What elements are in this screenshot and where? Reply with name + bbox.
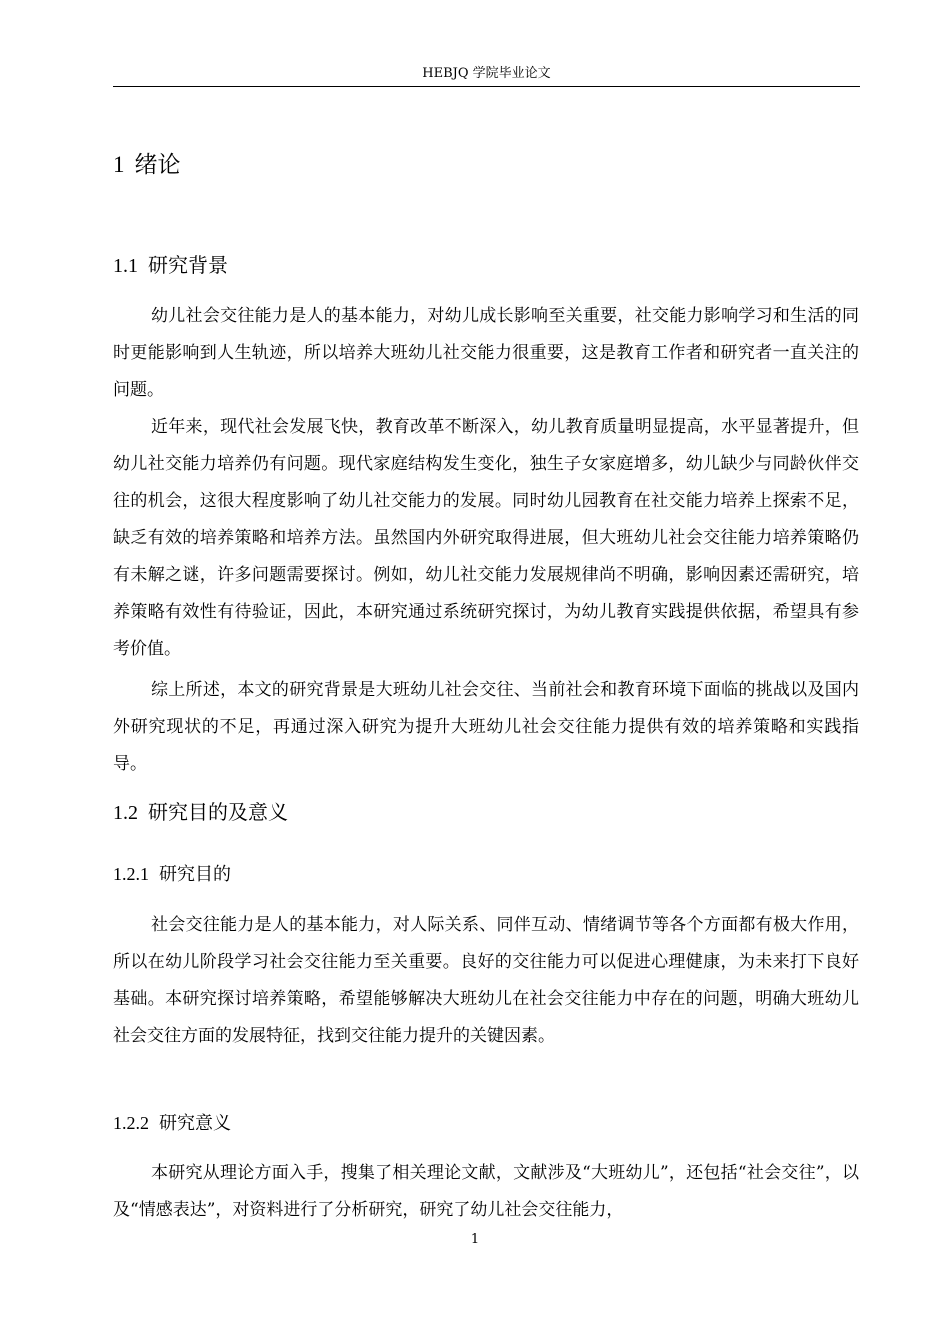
subsection-title: 研究意义 (159, 1113, 231, 1134)
paragraph: 综上所述，本文的研究背景是大班幼儿社会交往、当前社会和教育环境下面临的挑战以及国内外研究现状的不足，再通过深入研究为提升大班幼儿社会交往能力提供有效的培养策略和实践指导。 (113, 680, 859, 774)
paragraph: 幼儿社会交往能力是人的基本能力，对幼儿成长影响至关重要，社交能力影响学习和生活的同时更能影响到人生轨迹，所以培养大班幼儿社交能力很重要，这是教育工作者和研究者一直关注的问题。 (113, 306, 859, 400)
section-title: 研究目的及意义 (148, 800, 288, 824)
section-heading-1-1 (113, 251, 228, 280)
section-number: 1.2 (113, 802, 138, 824)
chapter-heading (113, 149, 181, 181)
subsection-number: 1.2.2 (113, 1113, 149, 1133)
paragraph: 近年来，现代社会发展飞快，教育改革不断深入，幼儿教育质量明显提高，水平显著提升，但幼儿社交能力培养仍有问题。现代家庭结构发生变化，独生子女家庭增多，幼儿缺少与同龄伙伴交往的机会，这很大程度影响了幼儿社交能力的发展。同时幼儿园教育在社交能力培养上探索不足，缺乏有效的培养策略和培养方法。虽然国内外研究取得进展，但大班幼儿社会交往能力培养策略仍有未解之谜，许多问题需要探讨。例如，幼儿社交能力发展规律尚不明确，影响因素还需研究，培养策略有效性有待验证，因此，本研究通过系统研究探讨，为幼儿教育实践提供依据，希望具有参考价值。 (113, 417, 859, 659)
section-number: 1.1 (113, 255, 138, 277)
page-header: HEBJQ 学院毕业论文 (422, 66, 551, 81)
subsection-title: 研究目的 (159, 864, 231, 885)
header-rule (113, 86, 860, 87)
subsection-number: 1.2.1 (113, 864, 149, 884)
subsection-heading-1-2-1 (113, 861, 231, 888)
chapter-number: 1 (113, 152, 125, 177)
chapter-title: 绪论 (134, 152, 181, 178)
section-title: 研究背景 (148, 253, 228, 277)
page-number: 1 (470, 1232, 480, 1247)
paragraph: 本研究从理论方面入手，搜集了相关理论文献，文献涉及“大班幼儿”，还包括“社会交往”，以及“情感表达”，对资料进行了分析研究，研究了幼儿社会交往能力， (113, 1163, 859, 1220)
paragraph: 社会交往能力是人的基本能力，对人际关系、同伴互动、情绪调节等各个方面都有极大作用，所以在幼儿阶段学习社会交往能力至关重要。良好的交往能力可以促进心理健康，为未来打下良好基础。本研究探讨培养策略，希望能够解决大班幼儿在社会交往能力中存在的问题，明确大班幼儿社会交往方面的发展特征，找到交往能力提升的关键因素。 (113, 915, 859, 1046)
section-heading-1-2 (113, 798, 288, 827)
subsection-heading-1-2-2 (113, 1110, 231, 1137)
